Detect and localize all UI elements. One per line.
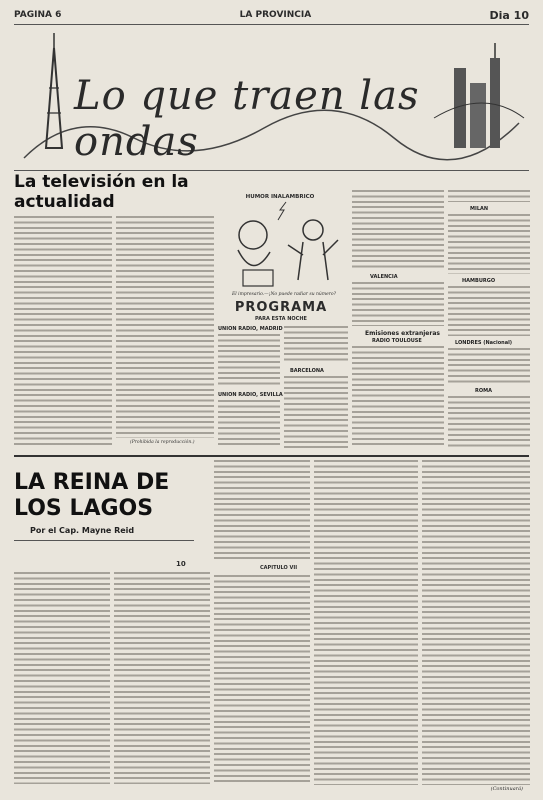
station-text-5 (352, 190, 444, 270)
reina-title-rule (14, 540, 194, 541)
reina-col-3a (214, 460, 310, 560)
station-roma: ROMA (475, 388, 492, 394)
banner-title: Lo que traen las ondas (74, 73, 420, 165)
programa-title: PROGRAMA (234, 300, 328, 315)
station-radio-toulouse: RADIO TOULOUSE (372, 338, 422, 344)
reina-title: LA REINA DE LOS LAGOS (14, 470, 170, 521)
station-text-11 (448, 348, 530, 384)
reina-col-2 (114, 572, 210, 784)
tv-article-credit: (Prohibida la reproducción.) (130, 440, 195, 445)
station-text-1 (218, 334, 280, 388)
newspaper-name: LA PROVINCIA (239, 10, 312, 20)
programa-subtitle: PARA ESTA NOCHE (255, 316, 307, 322)
station-text-3 (284, 326, 348, 364)
humor-caption: El impresario.—¡No puede radiar su número? (231, 292, 337, 297)
station-text-10 (448, 286, 530, 336)
station-valencia: VALENCIA (370, 274, 398, 280)
reina-col-4 (314, 460, 418, 785)
reina-col-3b (214, 575, 310, 785)
station-milan: MILAN (470, 206, 489, 212)
reina-author: Por el Cap. Mayne Reid (30, 526, 135, 535)
station-text-2 (218, 400, 280, 448)
reina-col-5 (422, 460, 530, 785)
station-text-6 (352, 282, 444, 326)
installment-number: 10 (176, 560, 186, 568)
station-text-4 (284, 376, 348, 448)
station-union-radio-sevilla: UNION RADIO, SEVILLA (218, 392, 283, 398)
banner-rule (14, 170, 529, 171)
reina-chapter: CAPITULO VII (260, 565, 298, 571)
tv-article-col-1 (14, 216, 112, 446)
continued-note: (Continuará) (490, 786, 523, 792)
tv-article-title: La televisión en la actualidad (14, 172, 189, 212)
station-text-9 (448, 214, 530, 274)
station-hamburgo: HAMBURGO (462, 278, 496, 284)
emisiones-extranjeras: Emisiones extranjeras (365, 330, 440, 337)
humor-cartoon (218, 200, 350, 292)
page-header (14, 8, 529, 22)
radio-banner (14, 28, 529, 168)
station-text-8 (448, 190, 530, 202)
page-label: PAGINA 6 (14, 10, 62, 20)
tv-article-col-2 (116, 216, 214, 438)
station-text-12 (448, 396, 530, 448)
station-union-radio-madrid: UNION RADIO, MADRID (218, 326, 283, 332)
humor-label: HUMOR INALAMBRICO (245, 194, 315, 200)
station-barcelona: BARCELONA (290, 368, 324, 374)
header-rule (14, 24, 529, 25)
station-text-7 (352, 346, 444, 448)
reina-col-1 (14, 572, 110, 784)
section-divider (14, 455, 529, 457)
page-date: Dia 10 (489, 8, 529, 22)
station-londres: LONDRES (Nacional) (455, 340, 513, 346)
